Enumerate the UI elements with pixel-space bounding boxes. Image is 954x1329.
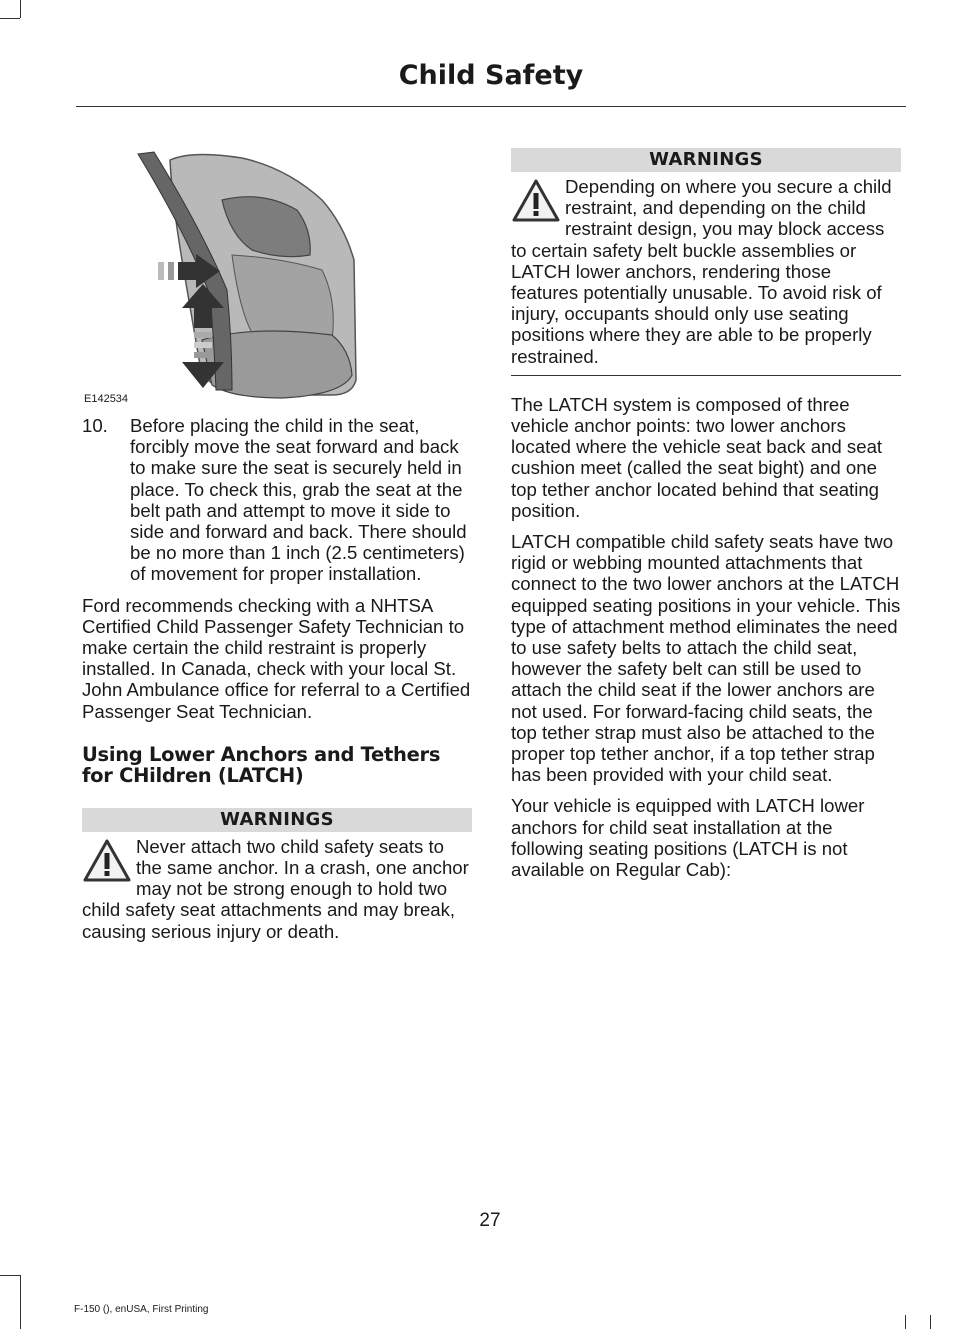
crop-mark [905, 1315, 906, 1329]
warnings-header: WARNINGS [82, 808, 472, 832]
warning-triangle-icon [511, 178, 561, 224]
warning-text [82, 836, 472, 942]
warning-text-content: Depending on where you secure a child restraint, and depending on the child restraint design, you may block access to certain safety belt buckle assemblies or LATCH lower anchors, rendering those features potentially unusable. To avoid risk of injury, occupants should only use seating positions where they are able to be properly restrained. [511, 176, 892, 367]
footer-text: F-150 (), enUSA, First Printing [74, 1304, 209, 1315]
right-column [511, 148, 901, 890]
warning-divider [511, 375, 901, 376]
body-paragraph: The LATCH system is composed of three vehicle anchor points: two lower anchors located where the vehicle seat back and seat cushion meet (called the seat bight) and one top tether anchor located behind that seating position. [511, 393, 883, 521]
body-paragraph: LATCH compatible child safety seats have two rigid or webbing mounted attachments that connect to the two lower anchors at the LATCH equipped seating positions in your vehicle. This type of attachment method eliminates the need to use safety belts to attach the child seat, however the safety belt can still be used to attach the child seat if the lower anchors are not used. For forward-facing child seats, the top tether strap must also be attached to the proper top tether anchor, if a top tether strap has been provided with your child seat. [511, 531, 901, 786]
page-title: Child Safety [398, 60, 584, 91]
page-number: 27 [479, 1210, 501, 1231]
warning-text [511, 176, 901, 367]
body-paragraph: Ford recommends checking with a NHTSA Certified Child Passenger Safety Technician to make certain the child restraint is properly installed. In Canada, check with your local St. John Ambulance office for referral to a Certified Passenger Seat Technician. [82, 594, 471, 722]
crop-mark [0, 18, 20, 19]
warning-text-content: Never attach two child safety seats to the same anchor. In a crash, one anchor may not be strong enough to hold two child safety seat attachments and may break, causing serious injury or death. [82, 835, 469, 942]
crop-mark [20, 0, 21, 18]
body-paragraph: Your vehicle is equipped with LATCH lower anchors for child seat installation at the following seating positions (LATCH is not available on Regular Cab): [511, 795, 865, 881]
crop-mark [930, 1315, 931, 1329]
crop-mark [20, 1275, 21, 1329]
crop-mark [0, 1275, 20, 1276]
step-number: 10. [82, 415, 108, 436]
figure-code: E142534 [84, 393, 129, 405]
warnings-header: WARNINGS [511, 148, 901, 172]
left-column [82, 140, 472, 942]
step-text: Before placing the child in the seat, forcibly move the seat forward and back to make sure the seat is securely held in place. To check this, grab the seat at the belt path and attempt to move it side to side and forward and back. There should be no more than 1 inch (2.5 centimeters) of movement for proper installation. [130, 415, 467, 585]
warning-triangle-icon [82, 838, 132, 884]
title-divider [76, 106, 906, 107]
section-heading: Using Lower Anchors and Tethers for CHildren (LATCH) [82, 742, 441, 787]
child-seat-illustration [82, 140, 472, 405]
child-seat-figure [82, 140, 472, 405]
step-10 [82, 415, 472, 585]
arrow-up-down-icon [178, 282, 228, 392]
